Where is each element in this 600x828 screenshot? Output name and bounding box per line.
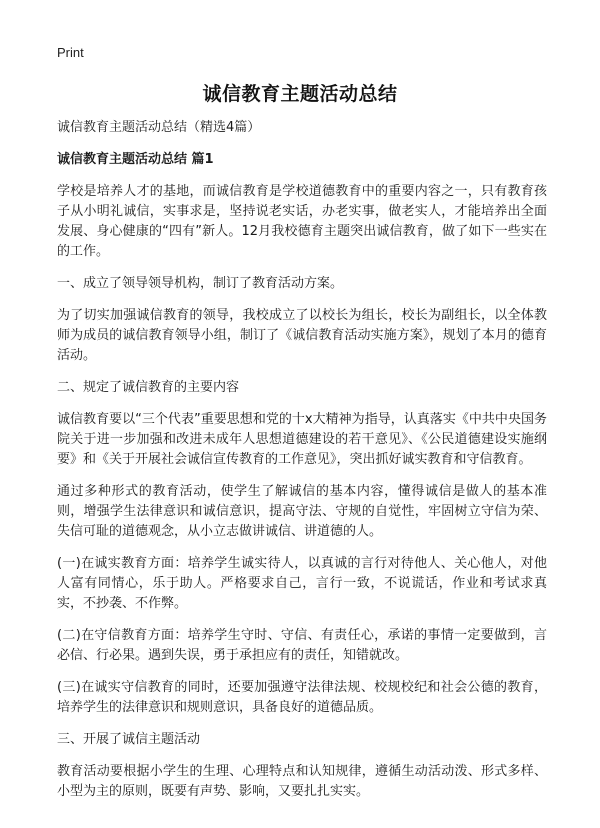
section-heading: 诚信教育主题活动总结 篇1 — [57, 152, 214, 167]
heading-content: 二、规定了诚信教育的主要内容 — [57, 380, 240, 395]
document-body — [57, 118, 547, 814]
paragraph-law: (三)在诚实守信教育的同时，还要加强遵守法律法规、校规校纪和社会公德的教育，培养学生的法律意识和规则意识，具备良好的道德品质。 — [57, 680, 547, 715]
page-title: 诚信教育主题活动总结 — [202, 83, 398, 105]
heading-leadership: 一、成立了领导领导机构，制订了教育活动方案。 — [57, 276, 344, 291]
document-subtitle: 诚信教育主题活动总结（精选4篇） — [57, 120, 261, 135]
paragraph-honesty: (一)在诚实教育方面：培养学生诚实待人，以真诚的言行对待他人、关心他人，对他人富有同情心，乐于助人。严格要求自己，言行一致，不说谎话，作业和考试求真实，不抄袭、不作弊。 — [57, 556, 547, 611]
print-link[interactable]: Print — [57, 45, 84, 60]
paragraph-activities: 教育活动要根据小学生的生理、心理特点和认知规律，遵循生动活动泼、形式多样、小型为主的原则，既要有声势、影响，又要扎扎实实。 — [57, 764, 547, 799]
paragraph-leadership: 为了切实加强诚信教育的领导，我校成立了以校长为组长，校长为副组长，以全体教师为成员的诚信教育领导小组，制订了《诚信教育活动实施方案》，规划了本月的德育活动。 — [57, 308, 547, 363]
paragraph-intro: 学校是培养人才的基地，而诚信教育是学校道德教育中的重要内容之一，只有教育孩子从小明礼诚信，实事求是，坚持说老实话，办老实事，做老实人，才能培养出全面发展、身心健康的“四有”新人。12月我校德育主题突出诚信教育，做了如下一些实在的工作。 — [57, 184, 547, 259]
heading-activities: 三、开展了诚信主题活动 — [57, 732, 201, 747]
paragraph-guidance: 诚信教育要以“三个代表”重要思想和党的十x大精神为指导，认真落实《中共中央国务院关于进一步加强和改进未成年人思想道德建设的若干意见》、《公民道德建设实施纲要》和《关于开展社会诚信宣传教育的工作意见》，突出抓好诚实教育和守信教育。 — [57, 412, 547, 467]
paragraph-forms: 通过多种形式的教育活动，使学生了解诚信的基本内容，懂得诚信是做人的基本准则，增强学生法律意识和诚信意识，提高守法、守规的自觉性，牢固树立守信为荣、失信可耻的道德观念，从小立志做讲诚信、讲道德的人。 — [57, 484, 547, 539]
paragraph-trust: (二)在守信教育方面：培养学生守时、守信、有责任心，承诺的事情一定要做到，言必信、行必果。遇到失误，勇于承担应有的责任，知错就改。 — [57, 628, 547, 663]
